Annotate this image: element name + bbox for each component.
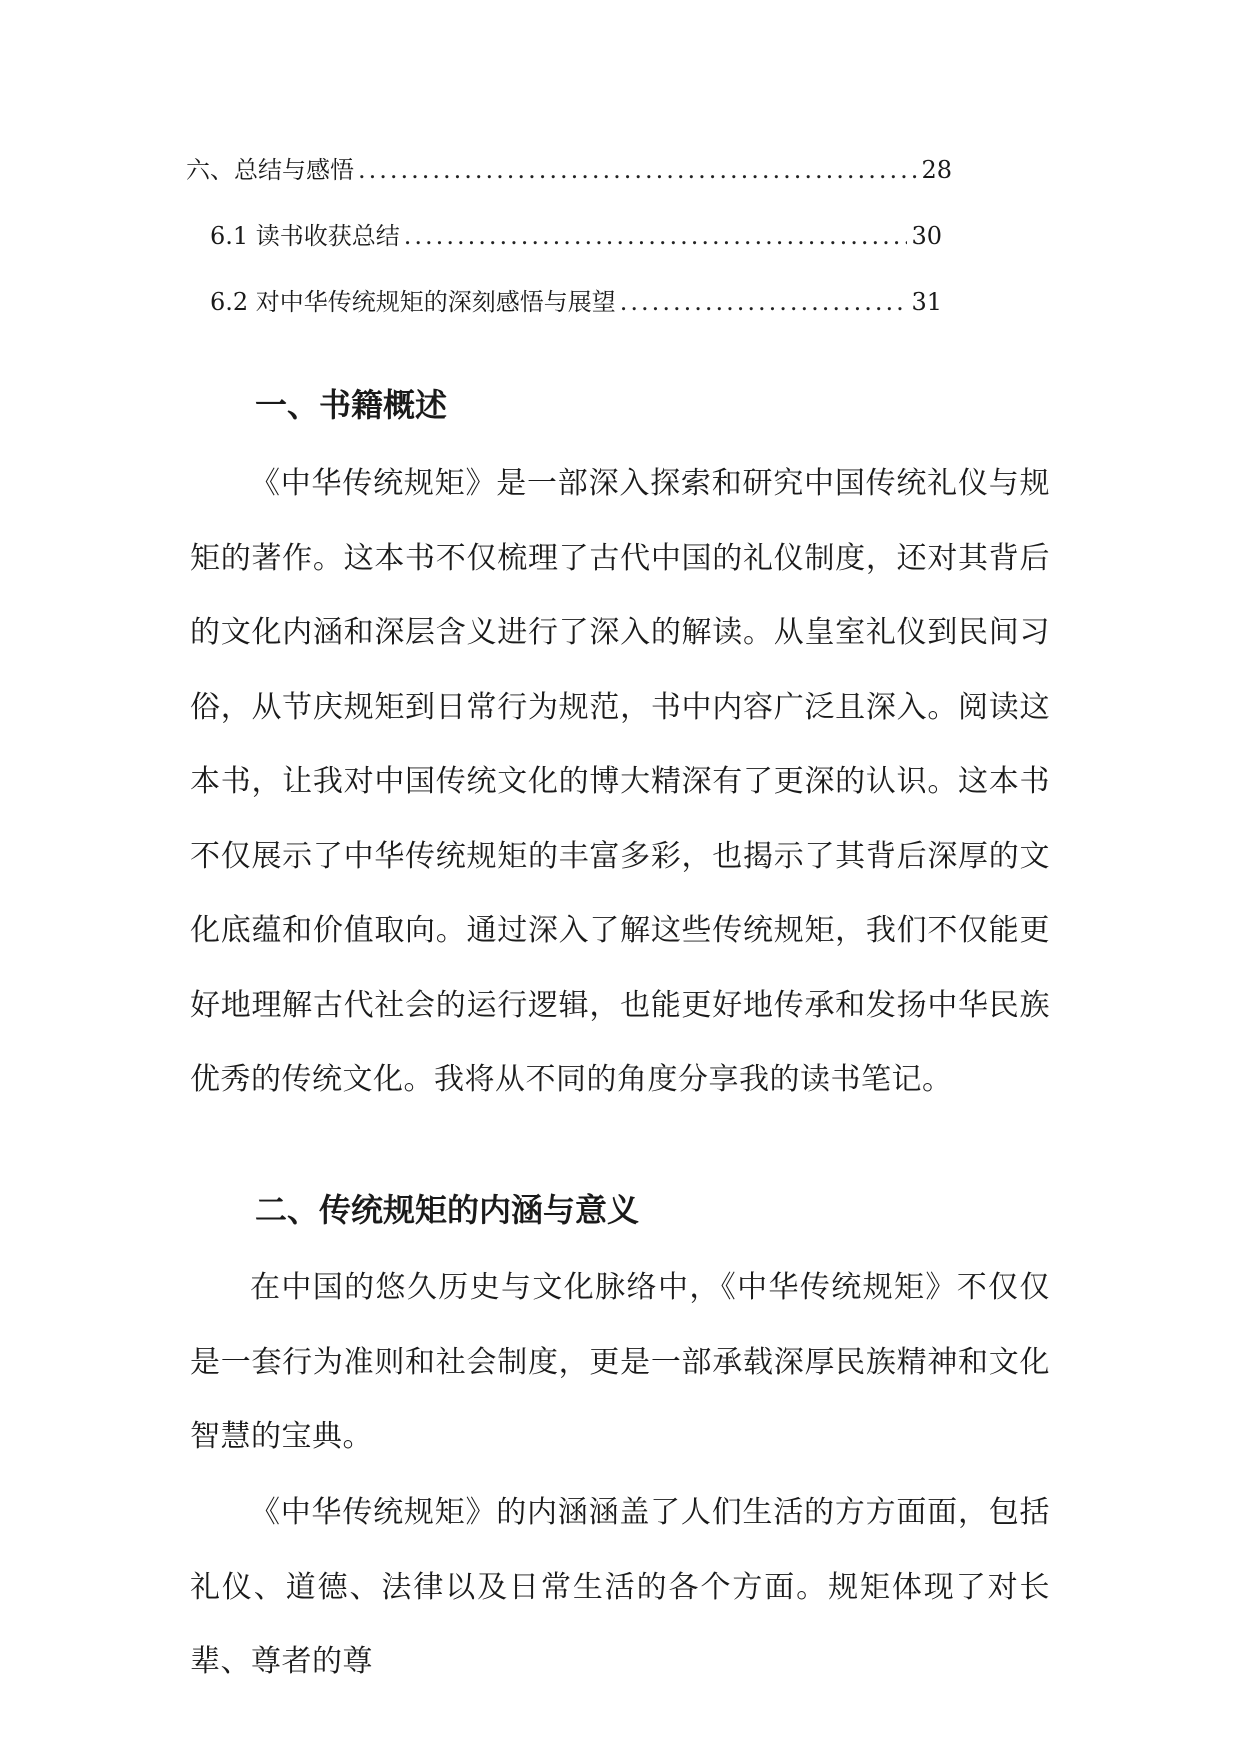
body-paragraph: 在中国的悠久历史与文化脉络中，《中华传统规矩》不仅仅是一套行为准则和社会制度，更是一部承载深厚民族精神和文化智慧的宝典。 [190,1270,1050,1454]
toc-entry[interactable] [210,216,942,251]
toc-entry[interactable] [210,282,942,317]
toc-entry-title: 6.1 读书收获总结 [210,222,400,250]
toc-entry-title: 六、总结与感悟 [186,156,354,184]
body-paragraph: 《中华传统规矩》是一部深入探索和研究中国传统礼仪与规矩的著作。这本书不仅梳理了古代中国的礼仪制度，还对其背后的文化内涵和深层含义进行了深入的解读。从皇室礼仪到民间习俗，从节庆规矩到日常行为规范，书中内容广泛且深入。阅读这本书，让我对中国传统文化的博大精深有了更深的认识。这本书不仅展示了中华传统规矩的丰富多彩，也揭示了其背后深厚的文化底蕴和价值取向。通过深入了解这些传统规矩，我们不仅能更好地理解古代社会的运行逻辑，也能更好地传承和发扬中华民族优秀的传统文化。我将从不同的角度分享我的读书笔记。 [190,466,1050,1097]
section-heading: 一、书籍概述 [255,386,448,424]
toc-leader-dots [358,156,917,184]
toc-leader-dots [404,222,908,250]
body-paragraph: 《中华传统规矩》的内涵涵盖了人们生活的方方面面，包括礼仪、道德、法律以及日常生活的各个方面。规矩体现了对长辈、尊者的尊 [190,1495,1050,1679]
toc-leader-dots [620,288,908,316]
toc-entry-title: 6.2 对中华传统规矩的深刻感悟与展望 [210,288,616,316]
section-heading: 二、传统规矩的内涵与意义 [255,1191,640,1229]
toc-entry-page: 30 [911,222,942,250]
toc-entry-page: 28 [921,156,952,184]
toc-entry-page: 31 [911,288,942,316]
toc-entry[interactable] [186,150,952,185]
